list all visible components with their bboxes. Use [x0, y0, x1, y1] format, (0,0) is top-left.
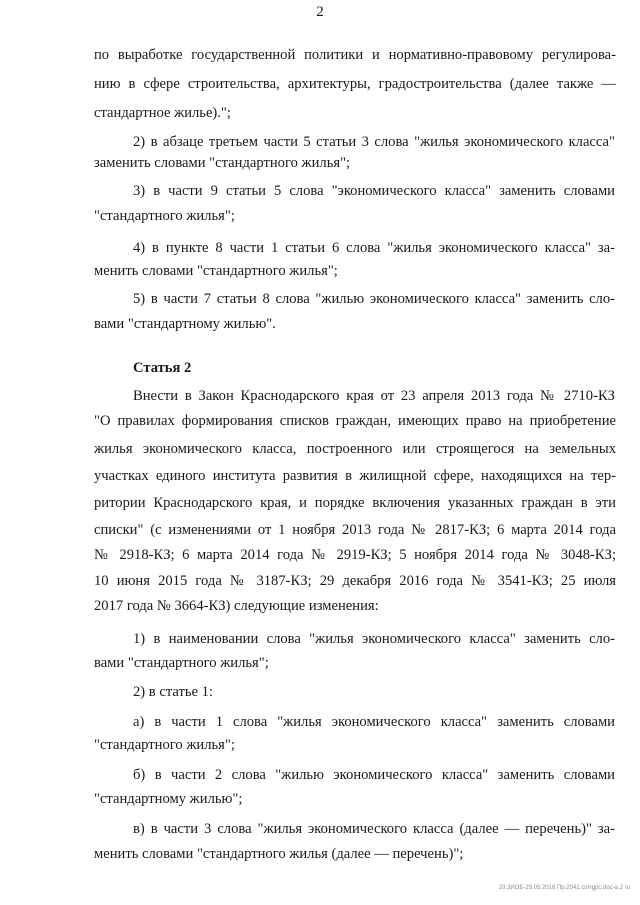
- text-line: № 2918-КЗ; 6 марта 2014 года № 2919-КЗ; 5 ноября 2014 года № 3048-КЗ;: [94, 547, 616, 563]
- text-line: "стандартному жилью";: [94, 791, 243, 807]
- text-line: "стандартного жилья";: [94, 208, 235, 224]
- text-line: вами "стандартного жилья";: [94, 655, 269, 671]
- text-line: 4) в пункте 8 части 1 статьи 6 слова "жилья экономического класса" за-: [133, 240, 615, 256]
- text-line: 10 июня 2015 года № 3187-КЗ; 29 декабря 2016 года № 3541-КЗ; 25 июля: [94, 573, 616, 589]
- text-line: менить словами "стандартного жилья";: [94, 263, 338, 279]
- document-footer-code: 20.3ИОБ-29.05.2018 Пр.2041.corrgpc.doc-a.2 ru: [498, 885, 630, 891]
- text-line: "О правилах формирования списков граждан, имеющих право на приобретение: [94, 413, 616, 429]
- text-line: 2) в статье 1:: [133, 684, 213, 700]
- text-line: нию в сфере строительства, архитектуры, градостроительства (далее также —: [94, 76, 616, 92]
- text-line: "стандартного жилья";: [94, 737, 235, 753]
- text-line: заменить словами "стандартного жилья";: [94, 155, 351, 171]
- text-line: по выработке государственной политики и нормативно-правовому регулирова-: [94, 47, 616, 63]
- text-line: стандартное жилье).";: [94, 105, 231, 121]
- article-heading: Статья 2: [133, 360, 192, 376]
- text-line: вами "стандартному жилью".: [94, 316, 276, 332]
- text-line: ритории Краснодарского края, и порядке включения указанных граждан в эти: [94, 495, 616, 511]
- text-line: списки" (с изменениями от 1 ноября 2013 года № 2817-КЗ; 6 марта 2014 года: [94, 522, 616, 538]
- text-line: 3) в части 9 статьи 5 слова "экономического класса" заменить словами: [133, 183, 615, 199]
- text-line: 2) в абзаце третьем части 5 статьи 3 слова "жилья экономического класса": [133, 134, 615, 150]
- text-line: б) в части 2 слова "жилью экономического класса" заменить словами: [133, 767, 615, 783]
- text-line: 2017 года № 3664-КЗ) следующие изменения:: [94, 598, 379, 614]
- text-line: жилья экономического класса, построенного или строящегося на земельных: [94, 441, 616, 457]
- text-line: 1) в наименовании слова "жилья экономического класса" заменить сло-: [133, 631, 615, 647]
- text-line: менить словами "стандартного жилья (далее — перечень)";: [94, 846, 464, 862]
- page-number: 2: [316, 4, 324, 20]
- text-line: Внести в Закон Краснодарского края от 23 апреля 2013 года № 2710-КЗ: [133, 388, 615, 404]
- text-line: в) в части 3 слова "жилья экономического класса (далее — перечень)" за-: [133, 821, 615, 837]
- text-line: а) в части 1 слова "жилья экономического класса" заменить словами: [133, 714, 615, 730]
- text-line: 5) в части 7 статьи 8 слова "жилью экономического класса" заменить сло-: [133, 291, 615, 307]
- text-line: участках единого института развития в жилищной сфере, находящихся на тер-: [94, 468, 616, 484]
